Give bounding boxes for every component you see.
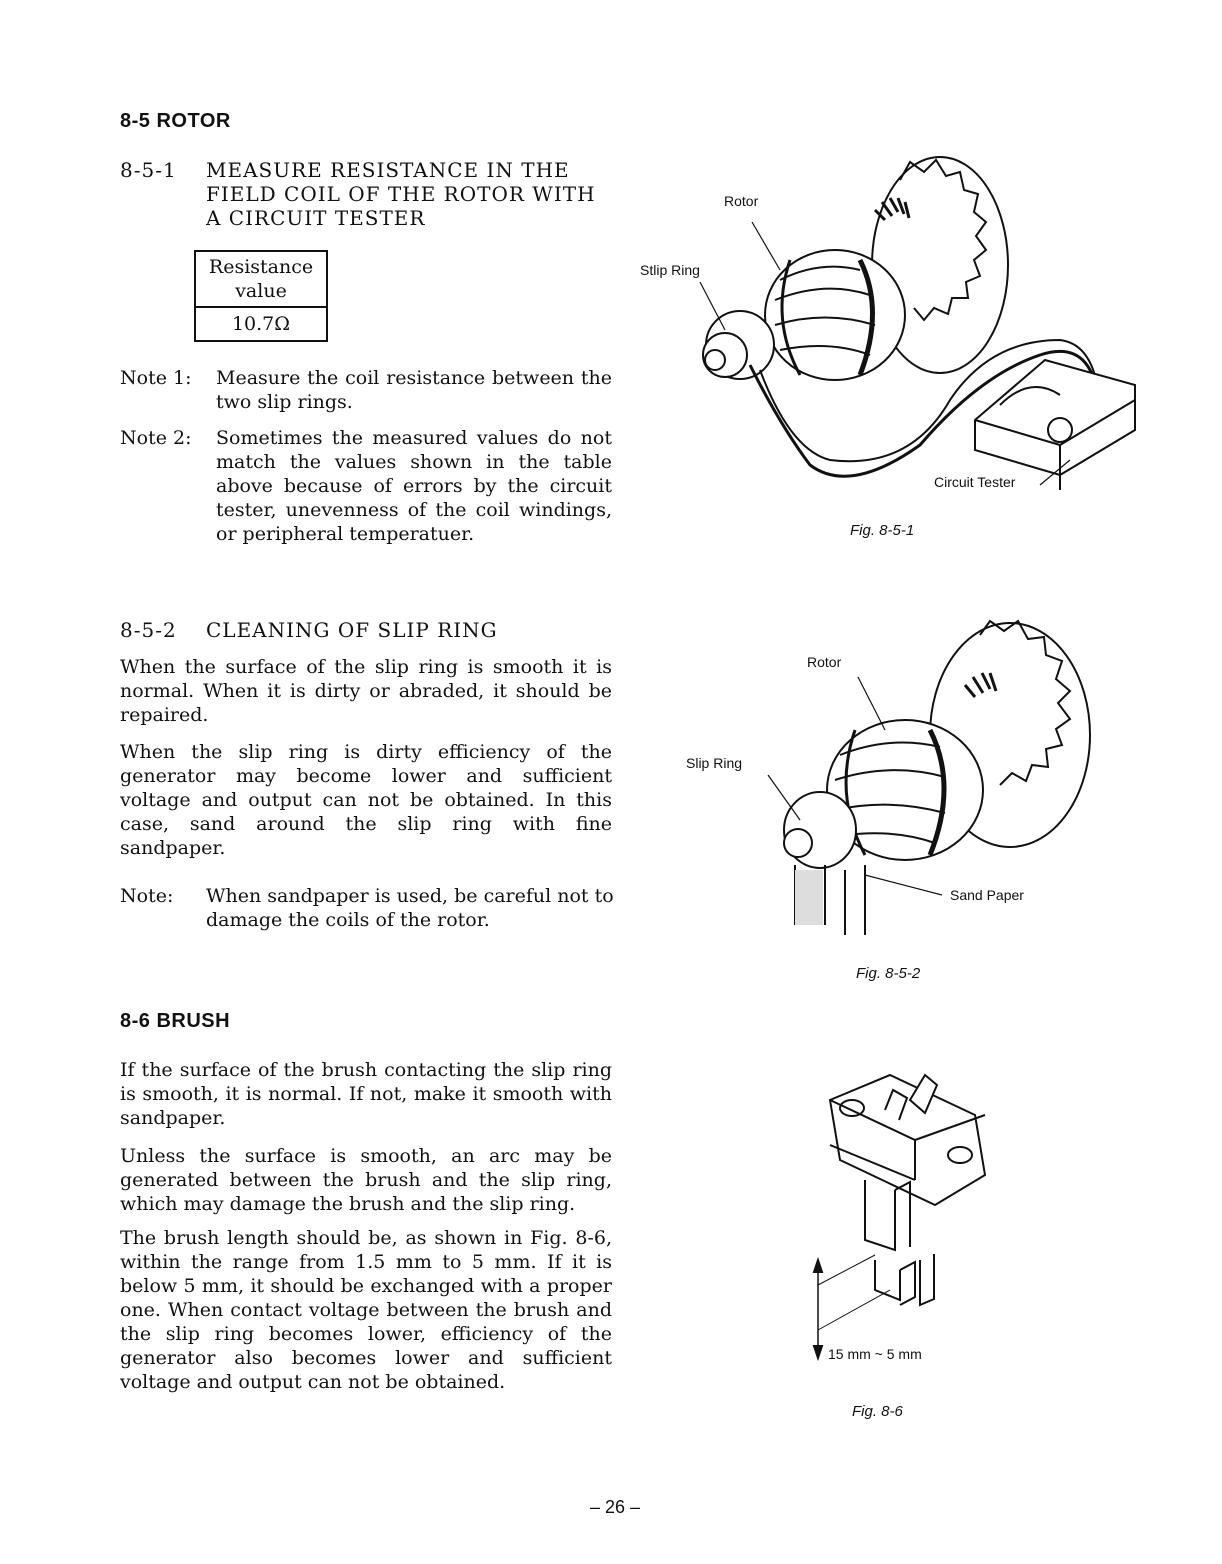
rotor-circuit-tester-illustration [630,150,1150,530]
rotor-sand-paper-illustration [680,615,1140,945]
brush-paragraph-3: The brush length should be, as shown in Fig. 8-6, within the range from 1.5 mm to 5 mm. If it is below 5 mm, it should be exchanged with a proper one. When contact voltage between the brush and the slip ring becomes lower, efficiency of the generator also becomes lower and sufficient voltage and output can not be obtained. [120,1227,612,1393]
resistance-table [194,250,328,342]
fig1-label-rotor: Rotor [724,193,759,209]
note-2-text: Sometimes the measured values do not match the values shown in the table above because of errors by the circuit tester, unevenness of the coil windings, or peripheral temperatuer. [216,427,612,545]
slip-ring-note-label: Note: [120,885,174,907]
fig2-label-sand-paper: Sand Paper [950,887,1024,903]
resistance-header-line: value [235,280,287,302]
fig1-label-slip-ring: Stlip Ring [640,262,700,278]
resistance-header-line: Resistance [208,256,314,278]
section-heading-rotor: 8-5 ROTOR [120,110,231,132]
subsection-title-line: MEASURE RESISTANCE IN THE [206,158,570,182]
brush-paragraph-2: Unless the surface is smooth, an arc may be generated between the brush and the slip ring, which may damage the brush and the slip ring. [120,1145,612,1215]
note-1-label: Note 1: [120,367,192,389]
subsection-title-line: FIELD COIL OF THE ROTOR WITH [206,182,596,206]
page-number: – 26 – [590,1497,641,1517]
slip-ring-paragraph-1: When the surface of the slip ring is smooth it is normal. When it is dirty or abraded, it should be repaired. [120,656,612,726]
resistance-table-header [195,251,327,307]
section-heading-brush: 8-6 BRUSH [120,1010,231,1032]
slip-ring-paragraph-2: When the slip ring is dirty efficiency of the generator may become lower and sufficient voltage and output can not be obtained. In this case, sand around the slip ring with fine sandpaper. [120,741,612,859]
fig2-label-slip-ring: Slip Ring [686,755,743,771]
subsection-title-line: A CIRCUIT TESTER [206,206,426,230]
subsection-title-8-5-1 [206,158,626,230]
fig1-caption: Fig. 8-5-1 [850,522,915,539]
fig1-label-circuit-tester: Circuit Tester [934,474,1016,490]
fig3-label-brush-range: 15 mm ~ 5 mm [828,1346,922,1362]
note-1-text: Measure the coil resistance between the two slip rings. [216,367,612,413]
note-2-label: Note 2: [120,427,192,449]
fig2-label-rotor: Rotor [807,654,842,670]
slip-ring-note-text: When sandpaper is used, be careful not to damage the coils of the rotor. [206,885,614,931]
subsection-number-8-5-1: 8-5-1 [120,158,177,182]
fig2-caption: Fig. 8-5-2 [856,965,921,982]
resistance-value: 10.7Ω [195,307,327,341]
subsection-title-8-5-2: CLEANING OF SLIP RING [206,618,498,642]
brush-paragraph-1: If the surface of the brush contacting the slip ring is smooth, it is normal. If not, make it smooth with sandpaper. [120,1059,612,1129]
fig3-caption: Fig. 8-6 [852,1403,903,1420]
brush-holder-illustration [800,1060,1000,1360]
subsection-number-8-5-2: 8-5-2 [120,618,177,642]
